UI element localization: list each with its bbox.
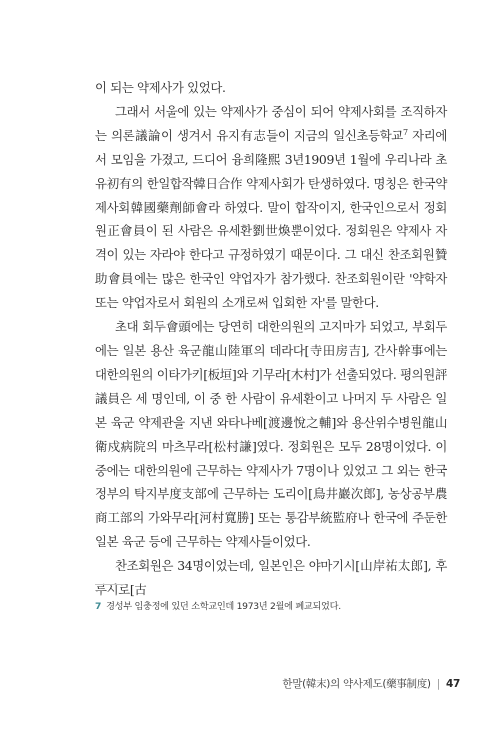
footnote-divider — [95, 584, 125, 585]
footnote-text: 경성부 임충정에 있던 소학교인데 1973년 2월에 폐교되었다. — [106, 601, 341, 612]
footnote — [95, 598, 455, 612]
running-footer-title: 한말(韓末)의 약사제도(藥事制度) — [282, 678, 431, 690]
paragraph-1: 이 되는 약제사가 있었다. — [95, 80, 226, 95]
paragraph-4: 찬조회원은 34명이었는데, 일본인은 야마기시[山岸祐太郎], 후루시로[古 — [95, 558, 447, 598]
footnote-number: 7 — [95, 601, 102, 612]
footnote-reference: 7 — [402, 127, 408, 137]
page-number: 47 — [445, 678, 460, 690]
paragraph-2-continuation: 자리에서 모임을 가졌고, 드디어 융희隆熙 3년1909년 1월에 우리나라 초유初有의 한일합작韓日合作 약제사회가 탄생하였다. 명칭은 한국약제사회韓國藥劑師會라 하였다. 말이 합작이지, 한국인으로서 정회원正會員이 된 사람은 유세환劉世煥뿐이었다. 정회원은 약제사 자격이 있는 자라야 한다고 규정하였기 때문이다. 그 대신 찬조회원贊助會員에는 많은 한국인 약업자가 참가했다. 찬조회원이란 '약학자 또는 약업자로서 회원의 소개로써 입회한 자'를 말한다. — [95, 127, 447, 311]
running-footer — [282, 676, 460, 691]
body-text — [95, 76, 447, 602]
running-footer-separator: | — [436, 678, 440, 690]
paragraph-2 — [95, 100, 447, 315]
paragraph-2-text: 그래서 서울에 있는 약제사가 중심이 되어 약제사회를 조직하자는 의론議論이 생겨서 유지有志들이 지금의 일신초등학교 — [95, 103, 447, 143]
paragraph-3: 초대 회두會頭에는 당연히 대한의원의 고지마가 되었고, 부회두에는 일본 용산 육군龍山陸軍의 데라다[寺田房吉], 간사幹事에는 대한의원의 이타가키[板垣]와 기무라[木村]가 선출되었다. 평의원評議員은 세 명인데, 이 중 한 사람이 유세환이고 나머지 두 사람은 일본 육군 약제관을 지낸 와타나베[渡邊悅之輔]와 용산위수병원龍山衛戍病院의 마츠무라[松村謙]였다. 정회원은 모두 28명이었다. 이 중에는 대한의원에 근무하는 약제사가 7명이나 있었고 그 외는 한국 정부의 탁지부度支部에 근무하는 도리이[鳥井巖次郎], 농상공부農商工部의 가와무라[河村寬勝] 또는 통감부統監府나 한국에 주둔한 일본 육군 등에 근무하는 약제사들이었다. — [95, 319, 447, 550]
